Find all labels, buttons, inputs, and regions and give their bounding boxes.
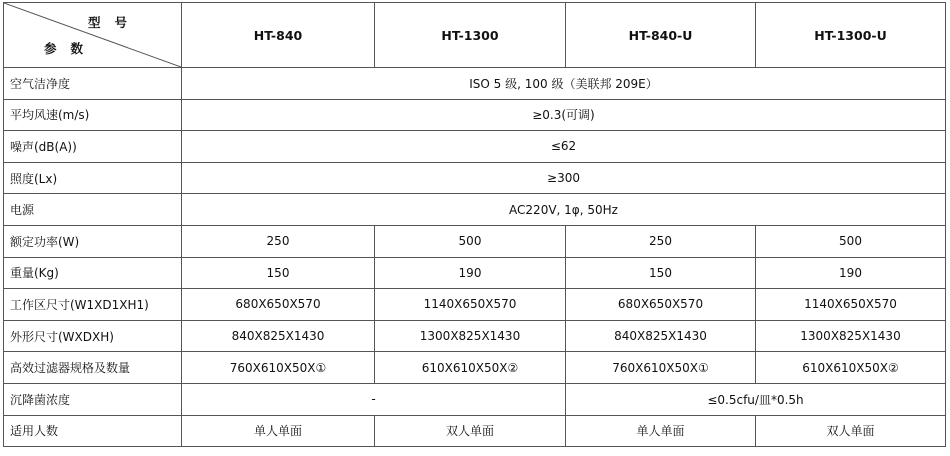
table-row xyxy=(4,225,946,257)
row-label: 照度(Lx) xyxy=(4,162,182,194)
cell-value: ≥300 xyxy=(182,162,946,194)
row-label: 重量(Kg) xyxy=(4,257,182,289)
table-row xyxy=(4,68,946,100)
cell-value: 1300X825X1430 xyxy=(375,320,566,352)
cell-value: - xyxy=(182,383,566,415)
row-label: 噪声(dB(A)) xyxy=(4,131,182,163)
cell-value: 双人单面 xyxy=(375,415,566,447)
row-label: 空气洁净度 xyxy=(4,68,182,100)
cell-value: 190 xyxy=(756,257,946,289)
cell-value: 单人单面 xyxy=(182,415,375,447)
row-label: 平均风速(m/s) xyxy=(4,99,182,131)
table-row xyxy=(4,99,946,131)
cell-value: 250 xyxy=(182,225,375,257)
cell-value: ≤0.5cfu/皿*0.5h xyxy=(566,383,946,415)
row-label: 额定功率(W) xyxy=(4,225,182,257)
cell-value: AC220V, 1φ, 50Hz xyxy=(182,194,946,226)
table-row xyxy=(4,383,946,415)
table-row xyxy=(4,162,946,194)
model-header: HT-840 xyxy=(182,3,375,68)
cell-value: 610X610X50X② xyxy=(756,352,946,384)
cell-value: 150 xyxy=(182,257,375,289)
row-label: 工作区尺寸(W1XD1XH1) xyxy=(4,289,182,321)
cell-value: 610X610X50X② xyxy=(375,352,566,384)
cell-value: 840X825X1430 xyxy=(182,320,375,352)
cell-value: 500 xyxy=(375,225,566,257)
corner-cell xyxy=(4,3,182,68)
cell-value: ISO 5 级, 100 级（美联邦 209E） xyxy=(182,68,946,100)
cell-value: 190 xyxy=(375,257,566,289)
table-row xyxy=(4,289,946,321)
row-label: 沉降菌浓度 xyxy=(4,383,182,415)
cell-value: 680X650X570 xyxy=(182,289,375,321)
header-row xyxy=(4,3,946,68)
model-header: HT-1300-U xyxy=(756,3,946,68)
table-row xyxy=(4,257,946,289)
corner-param-label: 参数 xyxy=(44,41,98,56)
cell-value: 760X610X50X① xyxy=(566,352,756,384)
cell-value: 840X825X1430 xyxy=(566,320,756,352)
cell-value: 760X610X50X① xyxy=(182,352,375,384)
cell-value: 单人单面 xyxy=(566,415,756,447)
cell-value: ≤62 xyxy=(182,131,946,163)
cell-value: ≥0.3(可调) xyxy=(182,99,946,131)
cell-value: 1140X650X570 xyxy=(375,289,566,321)
table-row xyxy=(4,194,946,226)
cell-value: 150 xyxy=(566,257,756,289)
model-header: HT-1300 xyxy=(375,3,566,68)
cell-value: 500 xyxy=(756,225,946,257)
row-label: 高效过滤器规格及数量 xyxy=(4,352,182,384)
table-row xyxy=(4,320,946,352)
corner-model-label: 型号 xyxy=(87,15,141,30)
table-row xyxy=(4,131,946,163)
cell-value: 680X650X570 xyxy=(566,289,756,321)
cell-value: 双人单面 xyxy=(756,415,946,447)
row-label: 外形尺寸(WXDXH) xyxy=(4,320,182,352)
cell-value: 250 xyxy=(566,225,756,257)
table-row xyxy=(4,352,946,384)
model-header: HT-840-U xyxy=(566,3,756,68)
spec-table xyxy=(3,2,946,447)
row-label: 适用人数 xyxy=(4,415,182,447)
table-row xyxy=(4,415,946,447)
row-label: 电源 xyxy=(4,194,182,226)
cell-value: 1140X650X570 xyxy=(756,289,946,321)
cell-value: 1300X825X1430 xyxy=(756,320,946,352)
